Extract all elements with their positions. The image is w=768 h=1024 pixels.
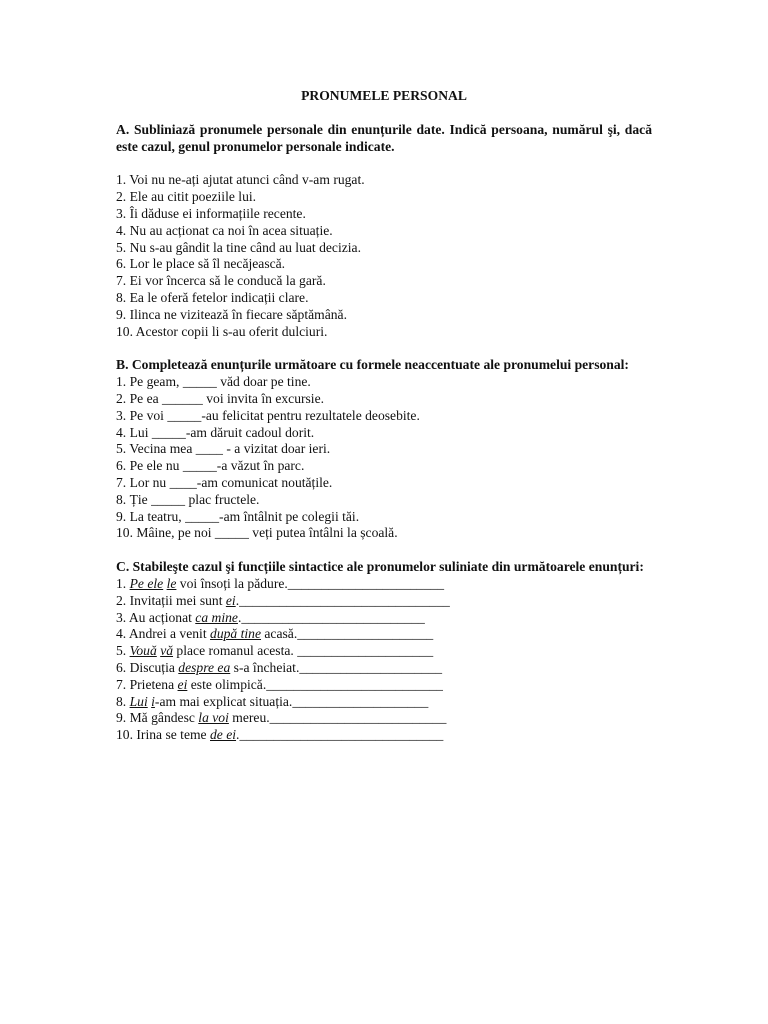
underlined-pronoun: Lui [129, 693, 148, 709]
exercise-item: 3. Pe voi _____-au felicitat pentru rezultatele deosebite. [116, 407, 420, 423]
section-c-instruction: C. Stabileşte cazul şi funcțiile sintactice ale pronumelor suliniate din următoarele enunțuri: [116, 559, 644, 575]
underlined-pronoun: la voi [198, 710, 229, 726]
exercise-item [116, 677, 652, 694]
exercise-item: 6. Lor le place să îl necăjească. [116, 256, 286, 272]
answer-blank: .______________________________ [236, 727, 444, 743]
section-a-list [116, 172, 652, 340]
underlined-pronoun: ei [177, 676, 188, 692]
section-c [116, 559, 652, 744]
item-text: 4. Andrei a venit [116, 626, 211, 642]
item-text: 7. Prietena [116, 676, 178, 692]
exercise-item [116, 643, 652, 660]
exercise-item: 4. Nu au acționat ca noi în acea situație. [116, 222, 333, 238]
answer-blank: acasă.____________________ [261, 626, 434, 642]
item-text: 3. Au acționat [116, 609, 196, 625]
worksheet-title: PRONUMELE PERSONAL [301, 88, 467, 103]
underlined-pronoun: Vouă [129, 643, 157, 659]
worksheet [116, 88, 652, 744]
answer-blank: place romanul acesta. ____________________ [173, 643, 434, 659]
underlined-pronoun: ca mine [195, 609, 238, 625]
underlined-pronoun: le [166, 575, 177, 591]
answer-blank: .___________________________ [237, 609, 425, 625]
answer-blank: mereu.__________________________ [228, 710, 447, 726]
exercise-item: 5. Vecina mea ____ - a vizitat doar ieri. [116, 441, 331, 457]
exercise-item [116, 610, 652, 627]
section-b-instruction: B. Completează enunțurile următoare cu formele neaccentuate ale pronumelui personal: [116, 357, 629, 373]
exercise-item: 8. Ție _____ plac fructele. [116, 491, 260, 507]
underlined-pronoun: de ei [210, 727, 237, 743]
exercise-item: 2. Pe ea ______ voi invita în excursie. [116, 390, 325, 406]
section-c-list [116, 576, 652, 744]
exercise-item: 4. Lui _____-am dăruit cadoul dorit. [116, 424, 315, 440]
exercise-item: 5. Nu s-au gândit la tine când au luat decizia. [116, 239, 361, 255]
exercise-item: 1. Voi nu ne-ați ajutat atunci când v-am rugat. [116, 172, 365, 188]
section-a [116, 122, 652, 341]
exercise-item: 10. Mâine, pe noi _____ veți putea întâlni la școală. [116, 525, 398, 541]
exercise-item [116, 727, 652, 744]
exercise-item: 6. Pe ele nu _____-a văzut în parc. [116, 458, 305, 474]
answer-blank: ._______________________________ [235, 592, 450, 608]
exercise-item [116, 710, 652, 727]
underlined-pronoun: Pe ele [129, 575, 164, 591]
item-text: 10. Irina se teme [116, 727, 210, 743]
item-text: 8. [116, 693, 130, 709]
underlined-pronoun: despre ea [178, 659, 231, 675]
exercise-item: 1. Pe geam, _____ văd doar pe tine. [116, 374, 311, 390]
item-text: 9. Mă gândesc [116, 710, 199, 726]
exercise-item: 8. Ea le oferă fetelor indicații clare. [116, 289, 309, 305]
exercise-item [116, 660, 652, 677]
exercise-item: 7. Ei vor încerca să le conducă la gară. [116, 273, 326, 289]
section-a-instruction: A. Subliniază pronumele personale din enunțurile date. Indică persoana, numărul şi, dacă este cazul, genul pronumelor personale indicate. [116, 121, 652, 154]
item-text: 5. [116, 643, 130, 659]
item-text: 6. Discuția [116, 659, 179, 675]
exercise-item [116, 593, 652, 610]
exercise-item: 9. Ilinca ne vizitează în fiecare săptămână. [116, 306, 347, 322]
exercise-item: 3. Îi dăduse ei informațiile recente. [116, 205, 306, 221]
underlined-pronoun: ei [225, 592, 236, 608]
answer-blank: voi însoți la pădure._______________________ [176, 575, 445, 591]
exercise-item: 2. Ele au citit poeziile lui. [116, 189, 257, 205]
exercise-item: 7. Lor nu ____-am comunicat noutățile. [116, 474, 333, 490]
item-text: 2. Invitații mei sunt [116, 592, 226, 608]
underlined-pronoun: vă [160, 643, 174, 659]
answer-blank: este olimpică.__________________________ [187, 676, 443, 692]
exercise-item [116, 626, 652, 643]
section-b-list [116, 374, 652, 542]
exercise-item: 10. Acestor copii li s-au oferit dulciuri. [116, 323, 328, 339]
exercise-item [116, 694, 652, 711]
item-text: 1. [116, 575, 130, 591]
section-b [116, 357, 652, 542]
underlined-pronoun: i [151, 693, 155, 709]
answer-blank: s-a încheiat._____________________ [230, 659, 443, 675]
underlined-pronoun: după tine [210, 626, 261, 642]
exercise-item: 9. La teatru, _____-am întâlnit pe colegii tăi. [116, 508, 360, 524]
exercise-item [116, 576, 652, 593]
answer-blank: -am mai explicat situația.____________________ [154, 693, 429, 709]
